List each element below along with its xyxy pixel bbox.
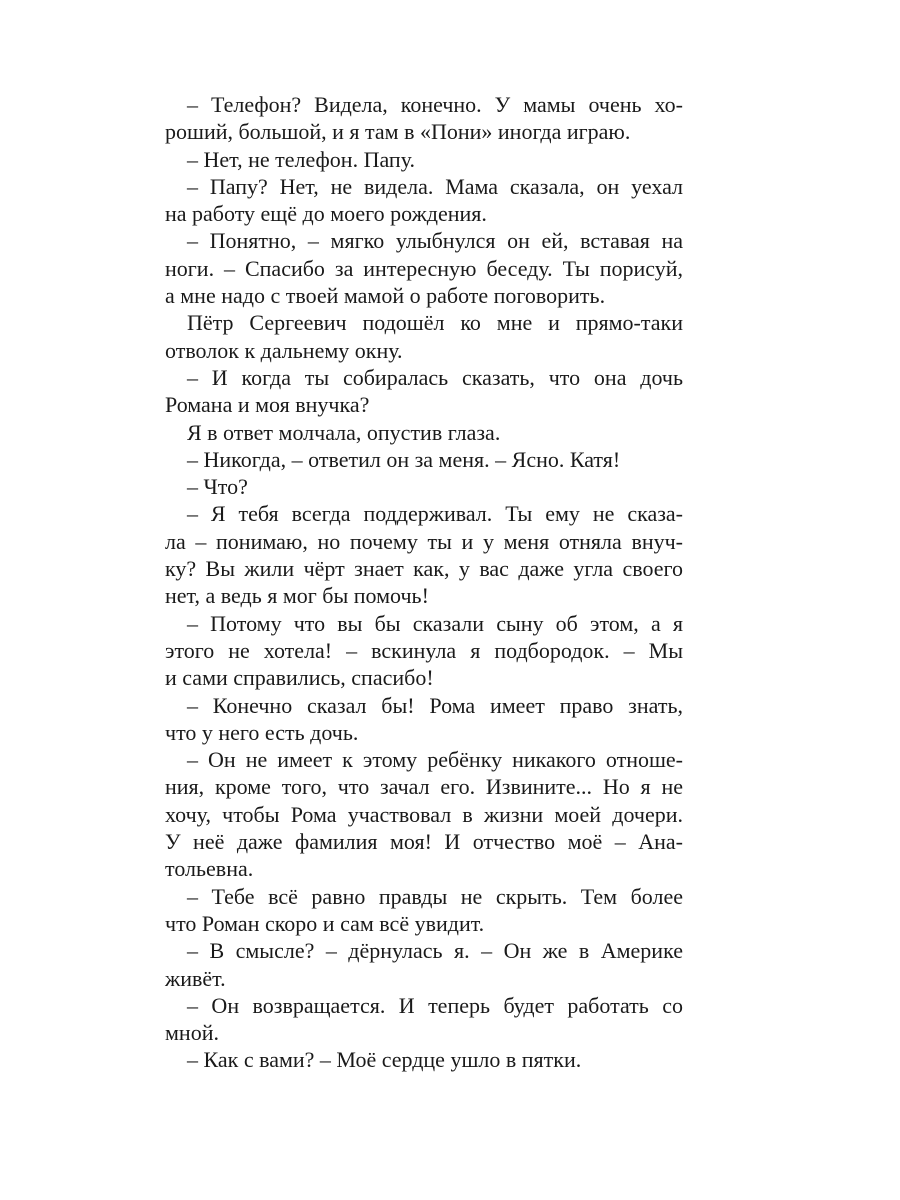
text-line: – Потому что вы бы сказали сыну об этом, а я	[187, 610, 683, 636]
page-text	[165, 91, 683, 1074]
text-line: ния, кроме того, что зачал его. Извините... Но я не	[165, 774, 683, 800]
text-line: У неё даже фамилия моя! И отчество моё – Ана-	[165, 829, 683, 855]
paragraph	[165, 473, 683, 500]
text-line: – Папу? Нет, не видела. Мама сказала, он уехал	[187, 173, 683, 199]
text-line: что у него есть дочь.	[165, 719, 359, 745]
text-line: что Роман скоро и сам всё увидит.	[165, 910, 485, 936]
paragraph	[165, 309, 683, 364]
text-line: – Конечно сказал бы! Рома имеет право знать,	[187, 692, 683, 718]
text-line: – Что?	[187, 474, 248, 500]
text-line: – Тебе всё равно правды не скрыть. Тем более	[187, 883, 683, 909]
text-line: ку? Вы жили чёрт знает как, у вас даже угла своего	[165, 556, 683, 582]
text-line: Романа и моя внучка?	[165, 392, 370, 418]
text-line: – Я тебя всегда поддерживал. Ты ему не сказа-	[187, 501, 683, 527]
paragraph	[165, 692, 683, 747]
text-line: тольевна.	[165, 856, 254, 882]
paragraph	[165, 610, 683, 692]
paragraph	[165, 446, 683, 473]
text-line: ноги. – Спасибо за интересную беседу. Ты порисуй,	[165, 255, 683, 281]
paragraph	[165, 91, 683, 146]
paragraph	[165, 500, 683, 609]
paragraph	[165, 746, 683, 882]
text-line: а мне надо с твоей мамой о работе поговорить.	[165, 283, 606, 309]
text-line: – Он не имеет к этому ребёнку никакого отноше-	[187, 747, 683, 773]
text-line: – Телефон? Видела, конечно. У мамы очень хо-	[187, 92, 683, 117]
text-line: Я в ответ молчала, опустив глаза.	[187, 419, 501, 445]
paragraph	[165, 419, 683, 446]
text-line: – Понятно, – мягко улыбнулся он ей, вставая на	[187, 228, 683, 254]
text-line: и сами справились, спасибо!	[165, 665, 434, 691]
text-line: роший, большой, и я там в «Пони» иногда играю.	[165, 119, 631, 145]
paragraph	[165, 937, 683, 992]
text-line: – Как с вами? – Моё сердце ушло в пятки.	[187, 1047, 582, 1073]
paragraph	[165, 883, 683, 938]
paragraph	[165, 1046, 683, 1073]
paragraph	[165, 173, 683, 228]
paragraph	[165, 992, 683, 1047]
text-line: отволок к дальнему окну.	[165, 337, 403, 363]
text-line: ла – понимаю, но почему ты и у меня отняла внуч-	[165, 528, 683, 554]
text-line: живёт.	[165, 965, 226, 991]
text-line: – И когда ты собиралась сказать, что она дочь	[187, 364, 683, 390]
text-line: этого не хотела! – вскинула я подбородок. – Мы	[165, 637, 683, 663]
paragraph	[165, 227, 683, 309]
text-line: нет, а ведь я мог бы помочь!	[165, 583, 429, 609]
paragraph	[165, 146, 683, 173]
text-line: на работу ещё до моего рождения.	[165, 201, 487, 227]
text-line: – Нет, не телефон. Папу.	[187, 146, 416, 172]
text-line: – Он возвращается. И теперь будет работать со	[187, 992, 683, 1018]
text-line: хочу, чтобы Рома участвовал в жизни моей дочери.	[165, 801, 683, 827]
text-line: мной.	[165, 1020, 219, 1046]
paragraph	[165, 364, 683, 419]
text-line: – Никогда, – ответил он за меня. – Ясно. Катя!	[187, 446, 621, 472]
text-line: – В смысле? – дёрнулась я. – Он же в Америке	[187, 938, 683, 964]
text-line: Пётр Сергеевич подошёл ко мне и прямо-таки	[187, 310, 683, 336]
